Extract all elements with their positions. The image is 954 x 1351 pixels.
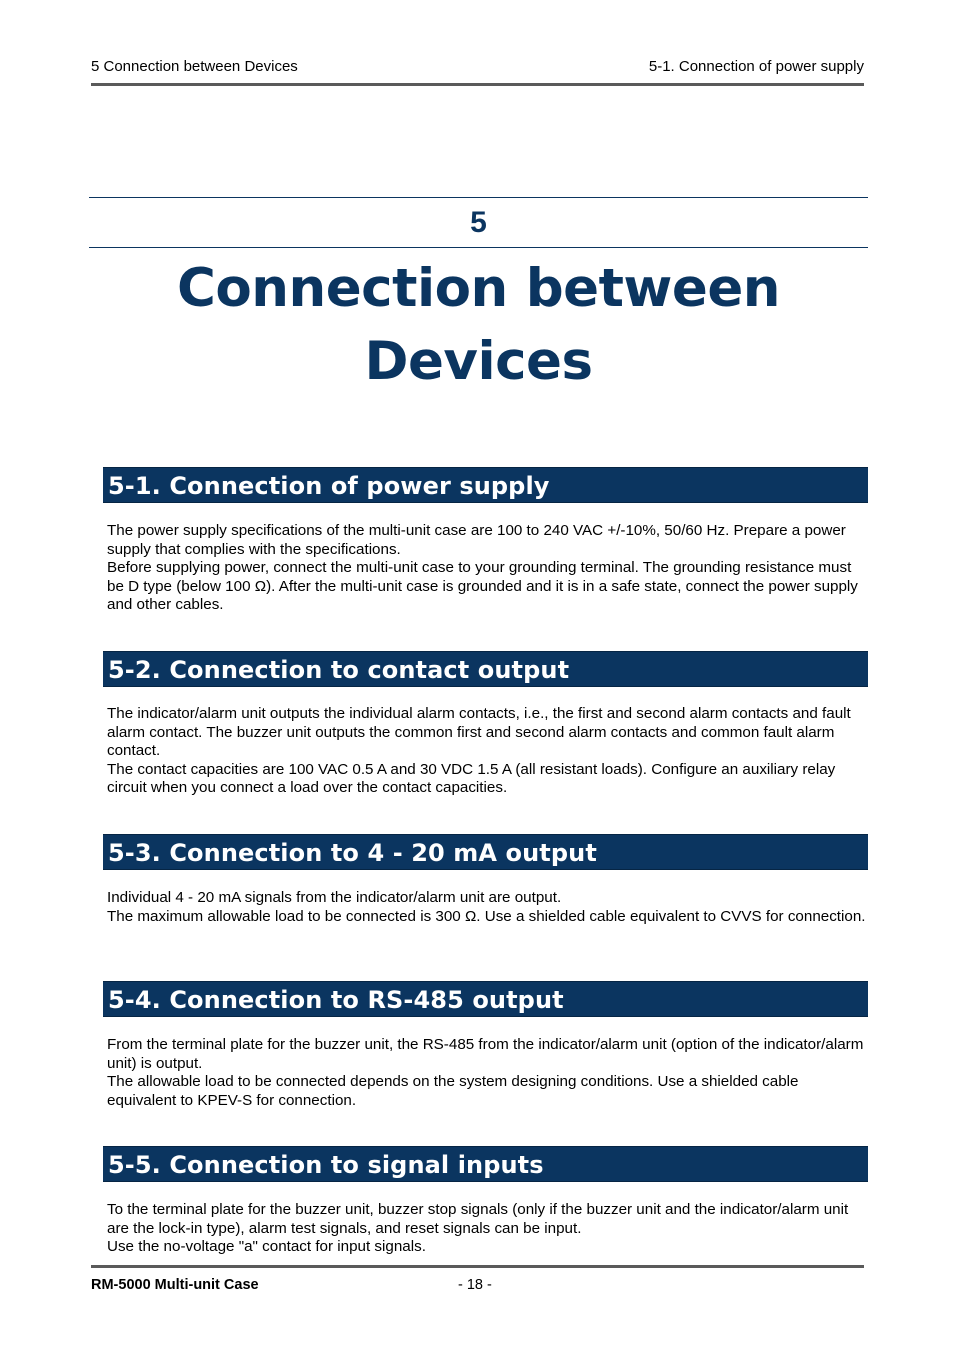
chapter-title-line-1: Connection between xyxy=(176,258,781,319)
paragraph: The maximum allowable load to be connected is 300 Ω. Use a shielded cable equivalent to CVVS for connection. xyxy=(107,907,866,925)
section-heading-rs485-output xyxy=(103,981,868,1017)
section-heading-text: 5-3. Connection to 4 - 20 mA output xyxy=(108,839,597,867)
chapter-number: 5 xyxy=(470,206,487,239)
paragraph: Individual 4 - 20 mA signals from the indicator/alarm unit are output. xyxy=(107,889,562,906)
chapter-rule-bottom xyxy=(89,247,868,248)
chapter-rule-top xyxy=(89,197,868,198)
footer-product-name: RM-5000 Multi-unit Case xyxy=(91,1277,259,1293)
section-body-power-supply xyxy=(107,522,869,615)
paragraph: The allowable load to be connected depends on the system designing conditions. Use a shielded cable equivalent to KPEV-S for connection. xyxy=(107,1073,799,1109)
section-body-signal-inputs xyxy=(107,1201,869,1257)
paragraph: The power supply specifications of the multi-unit case are 100 to 240 VAC +/-10%, 50/60 Hz. Prepare a power supply that complies with the specifications. xyxy=(107,522,846,558)
paragraph: Use the no-voltage "a" contact for input signals. xyxy=(107,1238,426,1256)
chapter-title xyxy=(89,252,868,398)
section-heading-4-20ma-output xyxy=(103,834,868,870)
chapter-title-line-2: Devices xyxy=(364,331,593,392)
paragraph: Before supplying power, connect the multi-unit case to your grounding terminal. The grounding resistance must be D type (below 100 Ω). After the multi-unit case is grounded and it is in a safe state, connect the power supply and other cables. xyxy=(107,559,858,614)
section-heading-text: 5-1. Connection of power supply xyxy=(108,472,550,500)
footer-divider xyxy=(91,1265,864,1268)
page-number: - 18 - xyxy=(458,1277,492,1293)
section-heading-text: 5-2. Connection to contact output xyxy=(108,656,570,684)
header-divider xyxy=(91,83,864,86)
paragraph: The contact capacities are 100 VAC 0.5 A and 30 VDC 1.5 A (all resistant loads). Configure an auxiliary relay circuit when you connect a load over the contact capacities. xyxy=(107,760,836,797)
section-heading-power-supply xyxy=(103,467,868,503)
section-body-4-20ma-output xyxy=(107,889,869,926)
section-heading-signal-inputs xyxy=(103,1146,868,1182)
paragraph: To the terminal plate for the buzzer unit, buzzer stop signals (only if the buzzer unit and the indicator/alarm unit are the lock-in type), alarm test signals, and reset signals can be input. xyxy=(107,1201,849,1237)
paragraph: From the terminal plate for the buzzer unit, the RS-485 from the indicator/alarm unit (option of the indicator/alarm unit) is output. xyxy=(107,1036,864,1072)
section-heading-text: 5-4. Connection to RS-485 output xyxy=(108,986,564,1014)
running-header-chapter: 5 Connection between Devices xyxy=(91,58,298,75)
running-header-section: 5-1. Connection of power supply xyxy=(648,58,864,75)
section-body-contact-output xyxy=(107,705,869,798)
section-heading-text: 5-5. Connection to signal inputs xyxy=(108,1151,544,1179)
section-body-rs485-output xyxy=(107,1036,869,1110)
section-heading-contact-output xyxy=(103,651,868,687)
paragraph: The indicator/alarm unit outputs the individual alarm contacts, i.e., the first and second alarm contacts and fault alarm contact. The buzzer unit outputs the common first and second alarm contacts and common fault alarm contact. xyxy=(107,705,851,760)
